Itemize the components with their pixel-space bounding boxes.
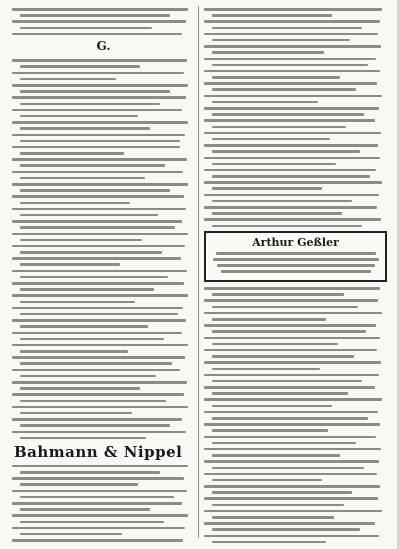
illegible-line <box>20 226 175 229</box>
illegible-line <box>12 270 187 273</box>
illegible-line <box>20 325 148 328</box>
illegible-line <box>20 437 146 440</box>
illegible-line <box>12 418 182 421</box>
illegible-line <box>212 200 352 203</box>
illegible-line <box>204 194 379 197</box>
illegible-line <box>204 312 382 315</box>
illegible-line <box>212 187 322 190</box>
illegible-line <box>204 169 376 172</box>
illegible-line <box>212 405 332 408</box>
illegible-line <box>12 146 180 149</box>
illegible-line <box>12 332 182 335</box>
illegible-line <box>212 27 362 30</box>
illegible-line <box>204 398 382 401</box>
illegible-line <box>212 101 318 104</box>
illegible-line <box>12 134 185 137</box>
illegible-line <box>20 521 164 524</box>
illegible-line <box>212 467 364 470</box>
illegible-line <box>12 84 188 87</box>
illegible-line <box>212 380 362 383</box>
illegible-line <box>20 387 140 390</box>
illegible-line <box>20 533 122 536</box>
illegible-line <box>20 483 138 486</box>
illegible-line <box>12 294 188 297</box>
illegible-line <box>12 539 183 542</box>
illegible-line <box>212 88 356 91</box>
illegible-line <box>212 355 354 358</box>
illegible-line <box>212 516 334 519</box>
illegible-line <box>204 299 378 302</box>
illegible-line <box>204 460 379 463</box>
illegible-line <box>12 109 182 112</box>
illegible-line <box>212 138 330 141</box>
illegible-line <box>20 65 140 68</box>
illegible-line <box>212 76 340 79</box>
illegible-line <box>212 343 338 346</box>
illegible-line <box>204 8 382 11</box>
illegible-line <box>212 293 344 296</box>
illegible-line <box>212 306 358 309</box>
illegible-line <box>20 362 172 365</box>
illegible-line <box>20 301 135 304</box>
illegible-line <box>212 417 368 420</box>
illegible-line <box>204 361 381 364</box>
illegible-line <box>20 140 180 143</box>
illegible-line <box>204 33 378 36</box>
illegible-line <box>212 454 340 457</box>
illegible-line <box>12 477 184 480</box>
illegible-line <box>20 14 170 17</box>
illegible-line <box>20 251 162 254</box>
illegible-line <box>12 96 186 99</box>
illegible-line <box>12 233 188 236</box>
illegible-line <box>20 375 156 378</box>
illegible-line <box>204 58 376 61</box>
column-divider <box>198 6 199 538</box>
illegible-line <box>12 344 188 347</box>
illegible-line <box>12 369 180 372</box>
illegible-line <box>20 90 170 93</box>
illegible-line <box>212 429 328 432</box>
illegible-line <box>204 522 375 525</box>
illegible-line <box>12 208 186 211</box>
illegible-line <box>20 338 164 341</box>
illegible-line <box>204 374 379 377</box>
illegible-line <box>20 288 154 291</box>
illegible-line <box>12 356 185 359</box>
illegible-line <box>20 400 166 403</box>
left-column <box>12 8 195 545</box>
illegible-line <box>204 206 377 209</box>
illegible-line <box>20 152 124 155</box>
illegible-line <box>204 386 375 389</box>
illegible-line <box>12 307 183 310</box>
illegible-line <box>20 350 128 353</box>
illegible-line <box>212 479 322 482</box>
illegible-line <box>204 436 376 439</box>
illegible-line <box>12 195 184 198</box>
illegible-line <box>204 324 376 327</box>
illegible-line <box>20 214 158 217</box>
illegible-line <box>212 392 348 395</box>
illegible-line <box>12 319 186 322</box>
illegible-line <box>204 144 378 147</box>
illegible-line <box>204 181 382 184</box>
illegible-line <box>221 270 371 273</box>
illegible-line <box>20 127 150 130</box>
illegible-line <box>212 318 326 321</box>
illegible-line <box>212 541 326 544</box>
illegible-line <box>20 115 138 118</box>
illegible-line <box>12 8 188 11</box>
illegible-line <box>20 263 120 266</box>
illegible-line <box>204 497 378 500</box>
illegible-line <box>216 252 376 255</box>
illegible-line <box>12 158 187 161</box>
illegible-line <box>204 132 381 135</box>
illegible-line <box>204 107 379 110</box>
illegible-line <box>204 45 381 48</box>
illegible-line <box>20 27 152 30</box>
illegible-line <box>204 535 379 538</box>
illegible-line <box>12 121 188 124</box>
illegible-line <box>212 163 336 166</box>
illegible-line <box>212 64 368 67</box>
illegible-line <box>12 220 182 223</box>
illegible-line <box>12 514 188 517</box>
illegible-line <box>20 471 160 474</box>
illegible-line <box>204 349 377 352</box>
illegible-line <box>204 287 380 290</box>
illegible-line <box>204 510 382 513</box>
illegible-line <box>12 381 187 384</box>
illegible-line <box>204 485 380 488</box>
illegible-line <box>204 119 375 122</box>
illegible-line <box>12 282 184 285</box>
illegible-line <box>12 527 185 530</box>
illegible-line <box>20 177 145 180</box>
illegible-line <box>12 502 182 505</box>
illegible-line <box>212 225 362 228</box>
illegible-line <box>212 150 360 153</box>
illegible-line <box>12 431 186 434</box>
illegible-line <box>20 164 165 167</box>
illegible-line <box>12 393 184 396</box>
illegible-line <box>204 95 382 98</box>
illegible-line <box>12 490 187 493</box>
illegible-line <box>213 258 379 261</box>
illegible-line <box>20 508 150 511</box>
right-column <box>204 8 387 547</box>
illegible-line <box>20 276 168 279</box>
illegible-line <box>212 368 320 371</box>
illegible-line <box>12 33 182 36</box>
firm-heading: Bahmann & Nippel <box>14 442 183 461</box>
ad-name: Arthur Geßler <box>252 236 339 250</box>
illegible-line <box>212 175 370 178</box>
illegible-line <box>12 171 183 174</box>
illegible-line <box>212 14 332 17</box>
illegible-line <box>204 448 381 451</box>
illegible-line <box>212 51 324 54</box>
illegible-line <box>12 257 181 260</box>
illegible-line <box>20 189 170 192</box>
illegible-line <box>20 202 130 205</box>
illegible-line <box>217 264 375 267</box>
illegible-line <box>204 423 380 426</box>
illegible-line <box>12 20 186 23</box>
illegible-line <box>212 330 366 333</box>
illegible-line <box>212 39 350 42</box>
section-letter: G. <box>96 39 111 54</box>
illegible-line <box>204 218 381 221</box>
illegible-line <box>204 157 380 160</box>
illegible-line <box>204 82 377 85</box>
illegible-line <box>212 504 344 507</box>
illegible-line <box>212 442 356 445</box>
illegible-line <box>12 245 185 248</box>
illegible-line <box>212 528 360 531</box>
illegible-line <box>212 126 346 129</box>
illegible-line <box>212 491 352 494</box>
illegible-line <box>12 406 188 409</box>
illegible-line <box>20 78 116 81</box>
advertisement-box <box>204 231 387 282</box>
illegible-line <box>204 20 380 23</box>
illegible-line <box>20 424 170 427</box>
illegible-line <box>12 183 188 186</box>
illegible-line <box>20 103 160 106</box>
illegible-line <box>12 59 187 62</box>
illegible-line <box>212 212 342 215</box>
illegible-line <box>20 496 174 499</box>
illegible-line <box>20 239 142 242</box>
illegible-line <box>204 411 378 414</box>
illegible-line <box>12 72 184 75</box>
illegible-line <box>20 412 132 415</box>
illegible-line <box>20 313 178 316</box>
illegible-line <box>204 473 377 476</box>
illegible-line <box>212 113 364 116</box>
illegible-line <box>204 337 380 340</box>
illegible-line <box>12 465 188 468</box>
illegible-line <box>204 70 380 73</box>
